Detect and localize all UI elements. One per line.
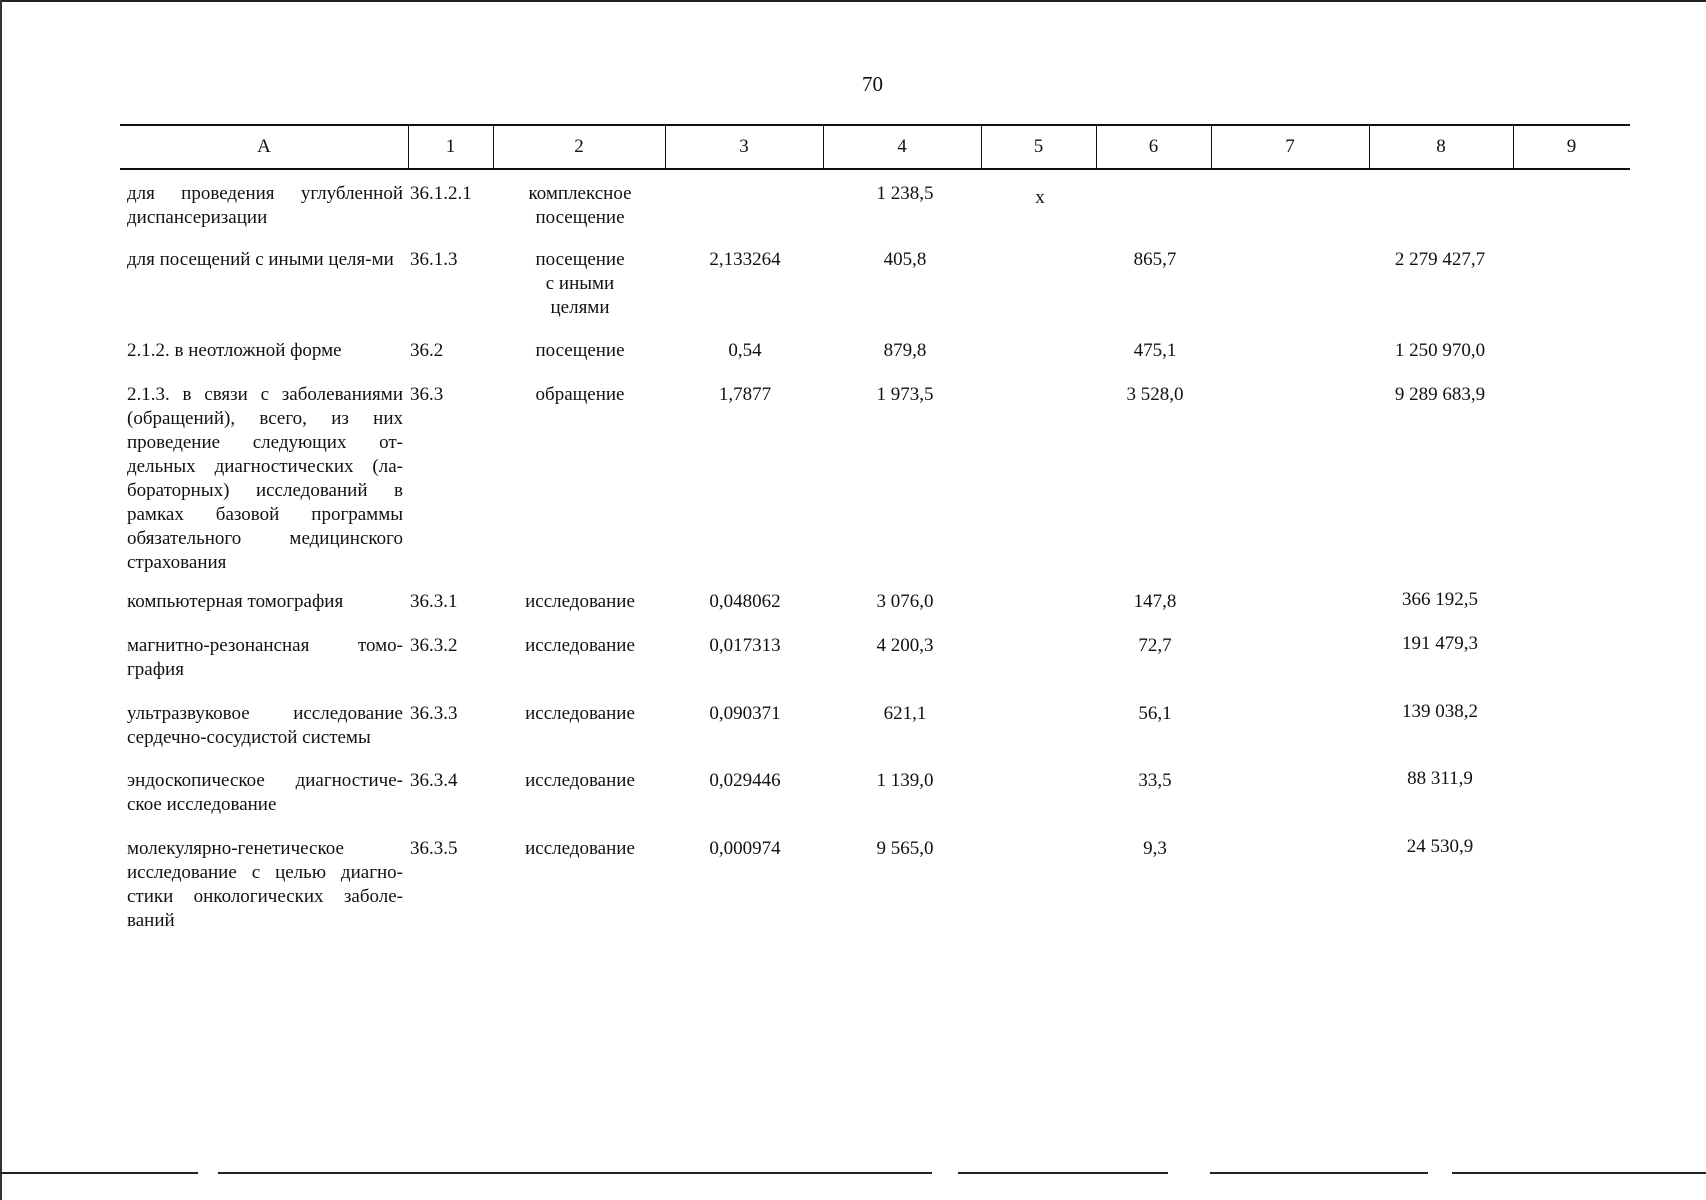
header-col-2: 2	[574, 136, 584, 157]
row-8-col3: 0,000974	[709, 838, 781, 859]
row-5-col8: 191 479,3	[1402, 633, 1478, 654]
row-3-col3: 1,7877	[718, 384, 772, 405]
row-5-col3: 0,017313	[709, 635, 781, 656]
header-col-a: А	[257, 136, 271, 157]
row-2-col3: 0,54	[728, 340, 762, 361]
row-4-col3: 0,048062	[709, 591, 781, 612]
row-4-col6: 147,8	[1133, 591, 1177, 612]
row-4-unit: исследование	[525, 591, 635, 612]
header-col-3: 3	[739, 136, 749, 157]
row-1-col6: 865,7	[1133, 249, 1177, 270]
row-7-code: 36.3.4	[410, 770, 458, 791]
row-5-code: 36.3.2	[410, 635, 458, 656]
row-2-col8: 1 250 970,0	[1394, 340, 1486, 361]
row-1-col4: 405,8	[883, 249, 927, 270]
row-4-description: компьютерная томография	[127, 591, 344, 612]
header-col-1: 1	[445, 136, 456, 157]
row-0-col4: 1 238,5	[876, 183, 934, 204]
row-3-col6: 3 528,0	[1126, 384, 1184, 405]
header-bottom-rule	[120, 168, 1630, 170]
bottom-rule	[1210, 1172, 1428, 1174]
bottom-rule	[1452, 1172, 1706, 1174]
row-8-code: 36.3.5	[410, 838, 458, 859]
header-col-8: 8	[1436, 136, 1446, 157]
header-col-9: 9	[1566, 136, 1577, 157]
row-2-unit: посещение	[535, 340, 625, 361]
row-2-description: 2.1.2. в неотложной форме	[127, 340, 342, 361]
row-6-description: ультразвуковое исследование сердечно-сосудистой системы	[127, 703, 403, 748]
row-7-col8: 88 311,9	[1407, 768, 1473, 789]
bottom-rule	[0, 1172, 198, 1174]
row-3-unit: обращение	[535, 384, 625, 405]
row-5-unit: исследование	[525, 635, 635, 656]
row-6-col3: 0,090371	[709, 703, 781, 724]
row-6-col6: 56,1	[1138, 703, 1172, 724]
row-5-col4: 4 200,3	[876, 635, 934, 656]
row-8-unit: исследование	[525, 838, 635, 859]
page-top-border	[0, 0, 1706, 2]
header-col-4: 4	[897, 136, 907, 157]
row-8-col4: 9 565,0	[876, 838, 934, 859]
row-0-description: для проведения углубленной диспансеризации	[127, 183, 403, 228]
row-8-col8: 24 530,9	[1406, 836, 1474, 857]
row-0-unit: комплексное посещение	[528, 183, 632, 228]
row-2-col4: 879,8	[883, 340, 927, 361]
row-1-col8: 2 279 427,7	[1394, 249, 1486, 270]
page-number: 70	[862, 72, 883, 96]
bottom-rule	[218, 1172, 932, 1174]
row-7-col4: 1 139,0	[876, 770, 934, 791]
header-col-7: 7	[1285, 136, 1295, 157]
row-3-description: 2.1.3. в связи с заболеваниями (обращений), всего, из них проведение следующих от-дельных диагностических (ла-бораторных) исследований в рамках базовой программы обязательного медицинского страхования	[127, 384, 403, 573]
row-2-col6: 475,1	[1133, 340, 1177, 361]
bottom-rule	[958, 1172, 1168, 1174]
row-1-col3: 2,133264	[709, 249, 781, 270]
page-left-border	[0, 0, 2, 1200]
row-7-description: эндоскопическое диагностиче-ское исследование	[127, 770, 403, 815]
row-5-col6: 72,7	[1138, 635, 1172, 656]
row-0-code: 36.1.2.1	[410, 183, 472, 204]
row-2-code: 36.2	[410, 340, 444, 361]
row-6-col8: 139 038,2	[1402, 701, 1478, 722]
row-3-col4: 1 973,5	[876, 384, 934, 405]
row-8-col6: 9,3	[1143, 838, 1167, 859]
row-6-unit: исследование	[525, 703, 635, 724]
row-1-unit: посещение с иными целями	[535, 249, 625, 318]
row-1-description: для посещений с иными целя-ми	[127, 249, 394, 270]
row-3-code: 36.3	[410, 384, 444, 405]
row-7-unit: исследование	[525, 770, 635, 791]
row-6-code: 36.3.3	[410, 703, 458, 724]
header-col-6: 6	[1148, 136, 1159, 157]
row-5-description: магнитно-резонансная томо-графия	[127, 635, 403, 680]
row-7-col6: 33,5	[1138, 770, 1172, 791]
header-col-5: 5	[1033, 136, 1044, 157]
row-8-description: молекулярно-генетическое исследование с целью диагно-стики онкологических заболе-ваний	[127, 838, 403, 931]
row-4-code: 36.3.1	[410, 591, 458, 612]
row-4-col4: 3 076,0	[876, 591, 934, 612]
row-1-code: 36.1.3	[410, 249, 458, 270]
row-4-col8: 366 192,5	[1402, 589, 1478, 610]
row-0-col5: x	[1035, 187, 1045, 208]
row-6-col4: 621,1	[883, 703, 927, 724]
row-3-col8: 9 289 683,9	[1394, 384, 1486, 405]
row-7-col3: 0,029446	[709, 770, 781, 791]
